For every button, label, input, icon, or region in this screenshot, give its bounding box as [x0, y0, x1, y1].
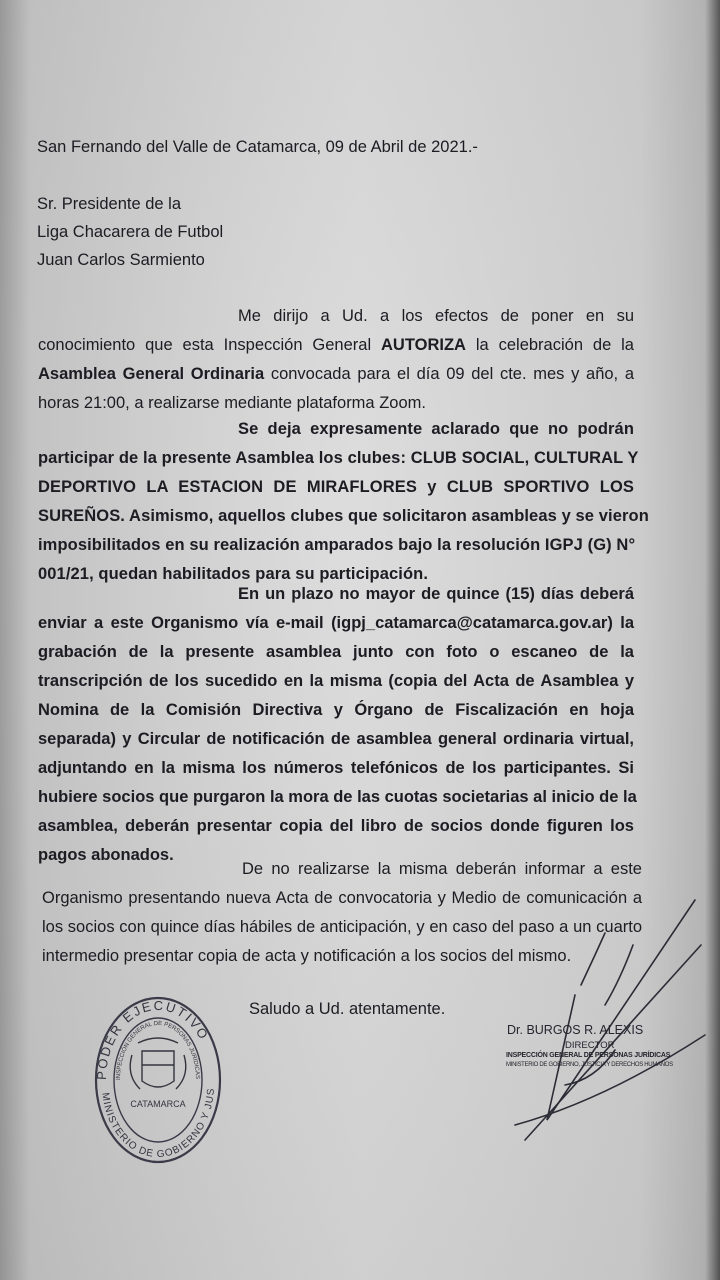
para4-line: De no realizarse la misma deberán informar a este — [242, 860, 642, 878]
recipient-line-2: Liga Chacarera de Futbol — [37, 223, 224, 241]
recipient-line-1: Sr. Presidente de la — [37, 195, 182, 213]
para4-line: intermedio presentar copia de acta y notificación a los socios del mismo. — [42, 947, 572, 965]
date-line: San Fernando del Valle de Catamarca, 09 de Abril de 2021.- — [37, 138, 478, 156]
signature-icon — [455, 885, 715, 1145]
signatory-name: Dr. BURGOS R. ALEXIS — [507, 1023, 644, 1037]
para2-line: imposibilitados en su realización amparados bajo la resolución IGPJ (G) N° — [38, 536, 636, 554]
paragraph-deadline — [38, 580, 637, 870]
svg-text:MINISTERIO DE GOBIERNO Y JUSTI: MINISTERIO DE GOBIERNO Y JUS — [99, 1087, 218, 1161]
para1-line: Asamblea General Ordinaria convocada para el día 09 del cte. mes y año, a — [38, 365, 634, 383]
para3-line: hubiere socios que purgaron la mora de las cuotas societarias al inicio de la — [38, 788, 637, 806]
para3-line: asamblea, deberán presentar copia del libro de socios donde figuren los — [38, 817, 634, 835]
para2-line: participar de la presente Asamblea los clubes: CLUB SOCIAL, CULTURAL Y — [38, 449, 639, 467]
signatory-org: INSPECCIÓN GENERAL DE PERSONAS JURÍDICAS — [506, 1052, 671, 1059]
closing-line: Saludo a Ud. atentamente. — [249, 1000, 446, 1018]
signatory-ministry: MINISTERIO DE GOBIERNO, JUSTICIA Y DERECHOS HUMANOS — [506, 1062, 673, 1068]
para2-line: DEPORTIVO LA ESTACION DE MIRAFLORES y CLUB SPORTIVO LOS — [38, 478, 634, 496]
para2-line: SUREÑOS. Asimismo, aquellos clubes que solicitaron asambleas y se vieron — [38, 507, 649, 525]
svg-text:PODER EJECUTIVO: PODER EJECUTIVO — [93, 997, 213, 1081]
signature-mark — [455, 885, 715, 1145]
para2-line: Se deja expresamente aclarado que no podrán — [238, 420, 634, 438]
para3-line: adjuntando en la misma los números telefónicos de los participantes. Si — [38, 759, 634, 777]
para3-line: pagos abonados. — [38, 846, 174, 864]
assembly-keyword: Asamblea General Ordinaria — [38, 365, 265, 383]
para1-line: horas 21:00, a realizarse mediante plataforma Zoom. — [38, 394, 426, 412]
para3-line: enviar a este Organismo vía e-mail (igpj_catamarca@catamarca.gov.ar) la — [38, 614, 634, 632]
recipient-line-3: Juan Carlos Sarmiento — [37, 251, 205, 269]
para3-line: Nomina de la Comisión Directiva y Órgano de Fiscalización en hoja — [38, 701, 634, 719]
official-seal — [88, 985, 228, 1165]
para3-line: transcripción de los sucedido en la misma (copia del Acta de Asamblea y — [38, 672, 634, 690]
para1-line: conocimiento que esta Inspección General AUTORIZA la celebración de la — [38, 336, 634, 354]
para3-line: En un plazo no mayor de quince (15) días deberá — [238, 585, 634, 603]
paragraph-authorization — [38, 302, 634, 418]
para3-line: grabación de la presente asamblea junto con foto o escaneo de la — [38, 643, 634, 661]
authorize-keyword: AUTORIZA — [381, 336, 466, 354]
seal-city: CATAMARCA — [130, 1099, 186, 1109]
para1-line: Me dirijo a Ud. a los efectos de poner en su — [238, 307, 634, 325]
seal-stamp-icon — [88, 985, 228, 1165]
paragraph-restrictions — [38, 415, 649, 589]
para4-line: Organismo presentando nueva Acta de convocatoria y Medio de comunicación a — [42, 889, 642, 907]
para3-line: separada) y Circular de notificación de asamblea general ordinaria virtual, — [38, 730, 634, 748]
para2-line: 001/21, quedan habilitados para su participación. — [38, 565, 429, 583]
para4-line: los socios con quince días hábiles de anticipación, y en caso del paso a un cuarto — [42, 918, 642, 936]
svg-text:INSPECCIÓN GENERAL DE PERSONAS: INSPECCIÓN GENERAL DE PERSONAS JURÍDICAS — [115, 1020, 201, 1081]
signatory-title: DIRECTOR — [565, 1040, 615, 1051]
